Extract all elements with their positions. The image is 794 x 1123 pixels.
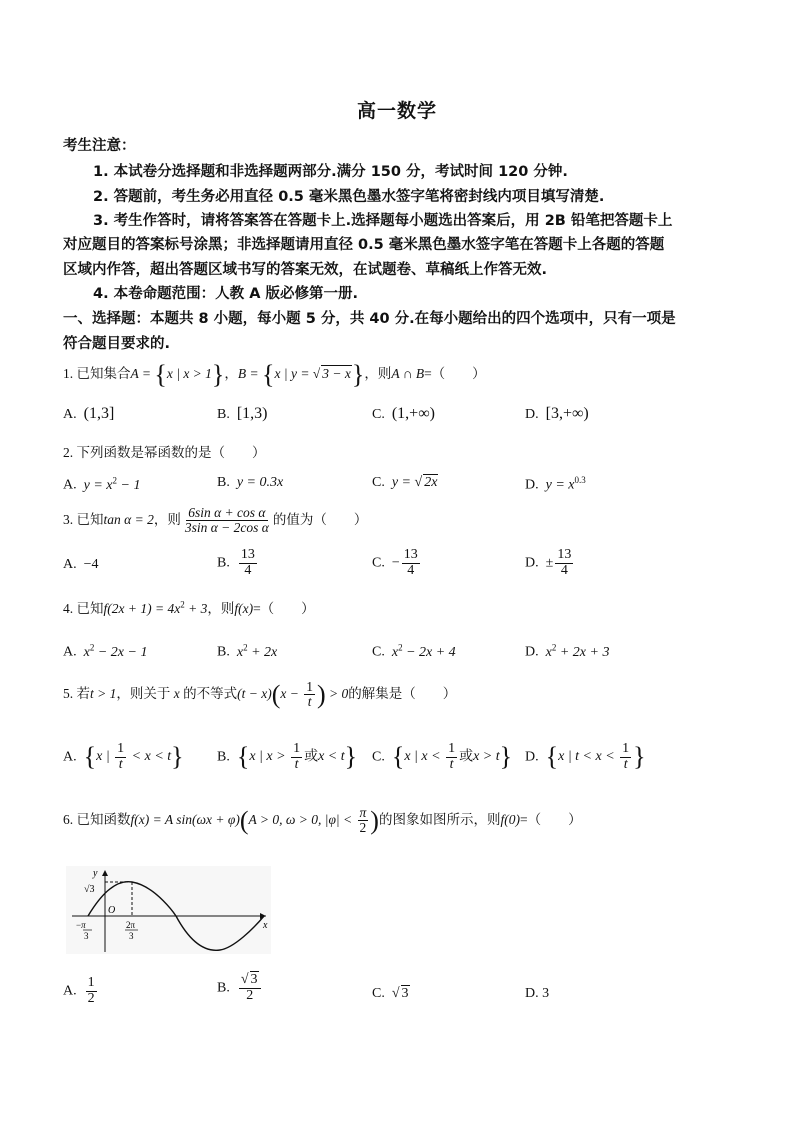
x-label: x [263,920,268,931]
y-label: y [93,868,98,879]
option-b[interactable]: B. [1,3) [217,405,268,422]
page-title: 高一数学 [356,100,437,122]
left-tick-label: −π [76,920,86,930]
svg-text:3: 3 [84,931,89,941]
option-a[interactable]: A. {x | $\frac{1}{t}$ < x < t} [63,741,184,772]
notice-item: 3. 考生作答时，请将答案答在答题卡上.选择题每小题选出答案后，用 2B 铅笔把答题卡上 [93,213,673,229]
option-d[interactable]: D. [3,+∞) [525,405,589,422]
question-6-stem: 6. 已知函数f(x) = A sin(ωx + φ)(A > 0, ω > 0, |φ| < $\frac{\pi}{2}$ )的图象如图所示，则f(0)=（ ） [63,805,582,836]
set-b-expression: B = {x | y = √ 3 − x} [237,360,365,389]
option-a[interactable]: A. $\frac{1}{2}$ [63,975,95,1006]
option-c[interactable]: C. √ 3 [372,986,409,1001]
question-4-stem: 4. 已知$f(2x + 1) = 4x^2 + 3$，则f(x)=（ ） [63,599,315,616]
option-d[interactable]: D. {x | t < x < $\frac{1}{t}$ } [525,741,646,772]
section-heading: 符合题目要求的. [63,336,171,352]
option-b[interactable]: B. $\frac{√ 3}{2}$ [217,973,263,1003]
section-heading: 一、选择题：本题共 8 小题，每小题 5 分，共 40 分.在每小题给出的四个选项中，只有一项是 [63,311,676,327]
option-a[interactable]: A. $y = x^2 - 1$ [63,475,141,493]
notice-item: 4. 本卷命题范围：人教 A 版必修第一册. [93,286,358,302]
option-a[interactable]: A. −4 [63,557,99,572]
question-number: 1. [63,366,74,382]
sqrt3-label: √3 [84,884,95,895]
notice-item: 2. 答题前，考生务必用直径 0.5 毫米黑色墨水签字笔将密封线内项目填写清楚. [93,189,605,205]
question-text: 已知集合 [76,366,131,382]
option-b[interactable]: B. {x | x > $\frac{1}{t}$ 或x < t} [217,741,358,772]
ratio-fraction: $\frac{\text{6sin α + cos α}}{\text{3sin α − 2cos α}}$ [184,505,269,536]
notice-item: 1. 本试卷分选择题和非选择题两部分.满分 150 分，考试时间 120 分钟. [93,164,568,180]
question-3-stem: 3. 已知tan α = 2，则 $\frac{\text{6sin α + cos α}}{\text{3sin α − 2cos α}}$ 的值为（ ） [63,505,368,536]
set-a-expression: A = {x | x > 1} [130,360,225,389]
option-d[interactable]: D. 3 [525,986,550,1001]
option-a[interactable]: A. $x^2 - 2x - 1$ [63,642,148,660]
notice-item: 区域内作答，超出答题区域书写的答案无效，在试题卷、草稿纸上作答无效. [63,262,548,278]
notice-item: 对应题目的答案标号涂黑；非选择题请用直径 0.5 毫米黑色墨水签字笔在答题卡上各题的答题 [63,237,665,253]
question-1-stem: 1. 已知集合A = {x | x > 1}，B = {x | y = √ 3 − x}，则A ∩ B=（ ） [63,360,486,389]
option-c[interactable]: C. − $\frac{13}{4}$ [372,547,418,578]
option-d[interactable]: D. $x^2 + 2x + 3$ [525,642,610,660]
option-c[interactable]: C. y = √ 2x [372,475,438,490]
option-c[interactable]: C. (1,+∞) [372,405,435,422]
question-5-stem: 5. 若t > 1，则关于 x 的不等式(t − x)(x − $\frac{1}{t}$ ) > 0的解集是（ ） [63,679,457,710]
svg-text:3: 3 [129,931,134,941]
option-b[interactable]: B. y = 0.3x [217,475,284,490]
option-b[interactable]: B. $\frac{13}{4}$ [217,547,255,578]
sine-graph [66,866,271,954]
option-c[interactable]: C. $x^2 - 2x + 4$ [372,642,456,660]
option-c[interactable]: C. {x | x < $\frac{1}{t}$ 或x > t} [372,741,513,772]
notice-heading: 考生注意： [63,138,136,154]
intersection-expression: A ∩ B [391,366,425,382]
origin-label: O [108,905,116,916]
option-d[interactable]: D. $y = x^{0.3}$ [525,475,586,493]
option-a[interactable]: A. (1,3] [63,405,115,422]
option-b[interactable]: B. $x^2 + 2x$ [217,642,278,660]
question-2-stem: 2. 下列函数是幂函数的是（ ） [63,445,266,460]
right-tick-label: 2π [126,920,136,930]
option-d[interactable]: D. ± $\frac{13}{4}$ [525,547,572,578]
